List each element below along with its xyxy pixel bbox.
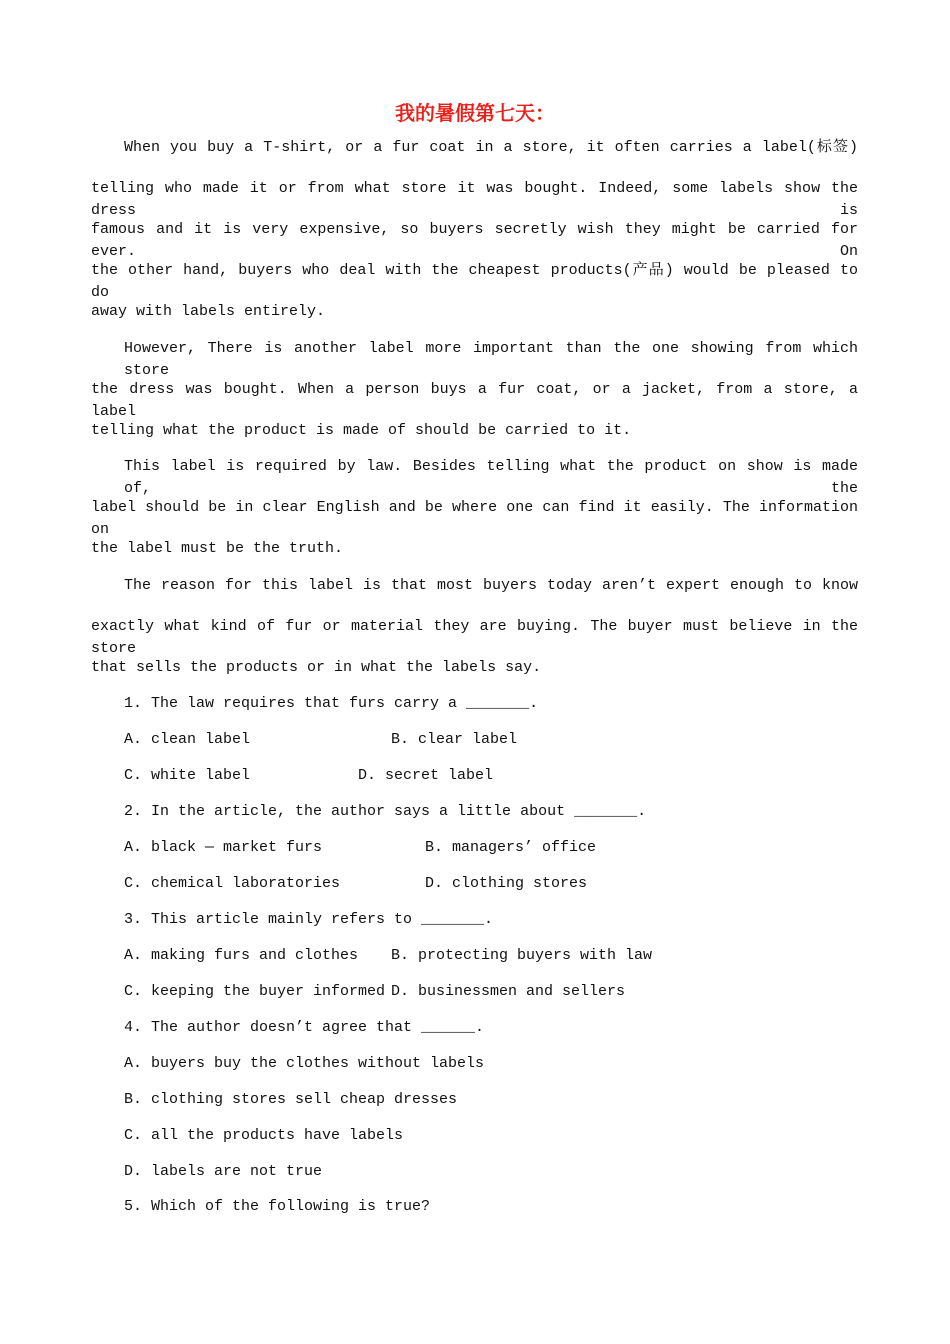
passage-line: However, There is another label more important than the one showing from which store <box>124 340 858 379</box>
passage-line: The reason for this label is that most buyers today aren’t expert enough to know <box>124 577 858 594</box>
question-stem: 5. Which of the following is true? <box>124 1198 431 1215</box>
answer-option: B. clothing stores sell cheap dresses <box>124 1091 458 1108</box>
passage-line: the label must be the truth. <box>91 540 344 557</box>
answer-option: B. managers’ office <box>425 839 597 856</box>
answer-option: C. white label <box>124 767 251 784</box>
passage-line: label should be in clear English and be where one can find it easily. The information on <box>91 499 858 538</box>
passage-line: telling what the product is made of should be carried to it. <box>91 422 632 439</box>
question-stem: 2. In the article, the author says a little about _______. <box>124 803 647 820</box>
answer-option: C. keeping the buyer informed <box>124 983 386 1000</box>
passage-line: famous and it is very expensive, so buyers secretly wish they might be carried for ever. On <box>91 221 858 260</box>
answer-option: B. protecting buyers with law <box>391 947 653 964</box>
answer-option: C. all the products have labels <box>124 1127 404 1144</box>
passage-line: exactly what kind of fur or material they are buying. The buyer must believe in the store <box>91 618 858 657</box>
answer-option: A. buyers buy the clothes without labels <box>124 1055 485 1072</box>
passage-line: that sells the products or in what the labels say. <box>91 659 542 676</box>
page-title: 我的暑假第七天： <box>395 101 555 125</box>
passage-line: the dress was bought. When a person buys a fur coat, or a jacket, from a store, a label <box>91 381 858 420</box>
question-stem: 1. The law requires that furs carry a _______. <box>124 695 539 712</box>
passage-line: This label is required by law. Besides telling what the product on show is made of, the <box>124 458 858 497</box>
answer-option: C. chemical laboratories <box>124 875 341 892</box>
answer-option: B. clear label <box>391 731 518 748</box>
passage-line: When you buy a T-shirt, or a fur coat in a store, it often carries a label(标签) <box>124 139 858 156</box>
passage-line: away with labels entirely. <box>91 303 326 320</box>
answer-option: D. businessmen and sellers <box>391 983 626 1000</box>
answer-option: A. making furs and clothes <box>124 947 359 964</box>
answer-option: D. clothing stores <box>425 875 588 892</box>
answer-option: D. secret label <box>358 767 494 784</box>
answer-option: A. clean label <box>124 731 251 748</box>
answer-option: D. labels are not true <box>124 1163 323 1180</box>
passage-line: the other hand, buyers who deal with the cheapest products(产品) would be pleased to do <box>91 262 858 301</box>
question-stem: 4. The author doesn’t agree that ______. <box>124 1019 485 1036</box>
answer-option: A. black — market furs <box>124 839 323 856</box>
question-stem: 3. This article mainly refers to _______. <box>124 911 494 928</box>
passage-line: telling who made it or from what store it was bought. Indeed, some labels show the dress is <box>91 180 858 219</box>
